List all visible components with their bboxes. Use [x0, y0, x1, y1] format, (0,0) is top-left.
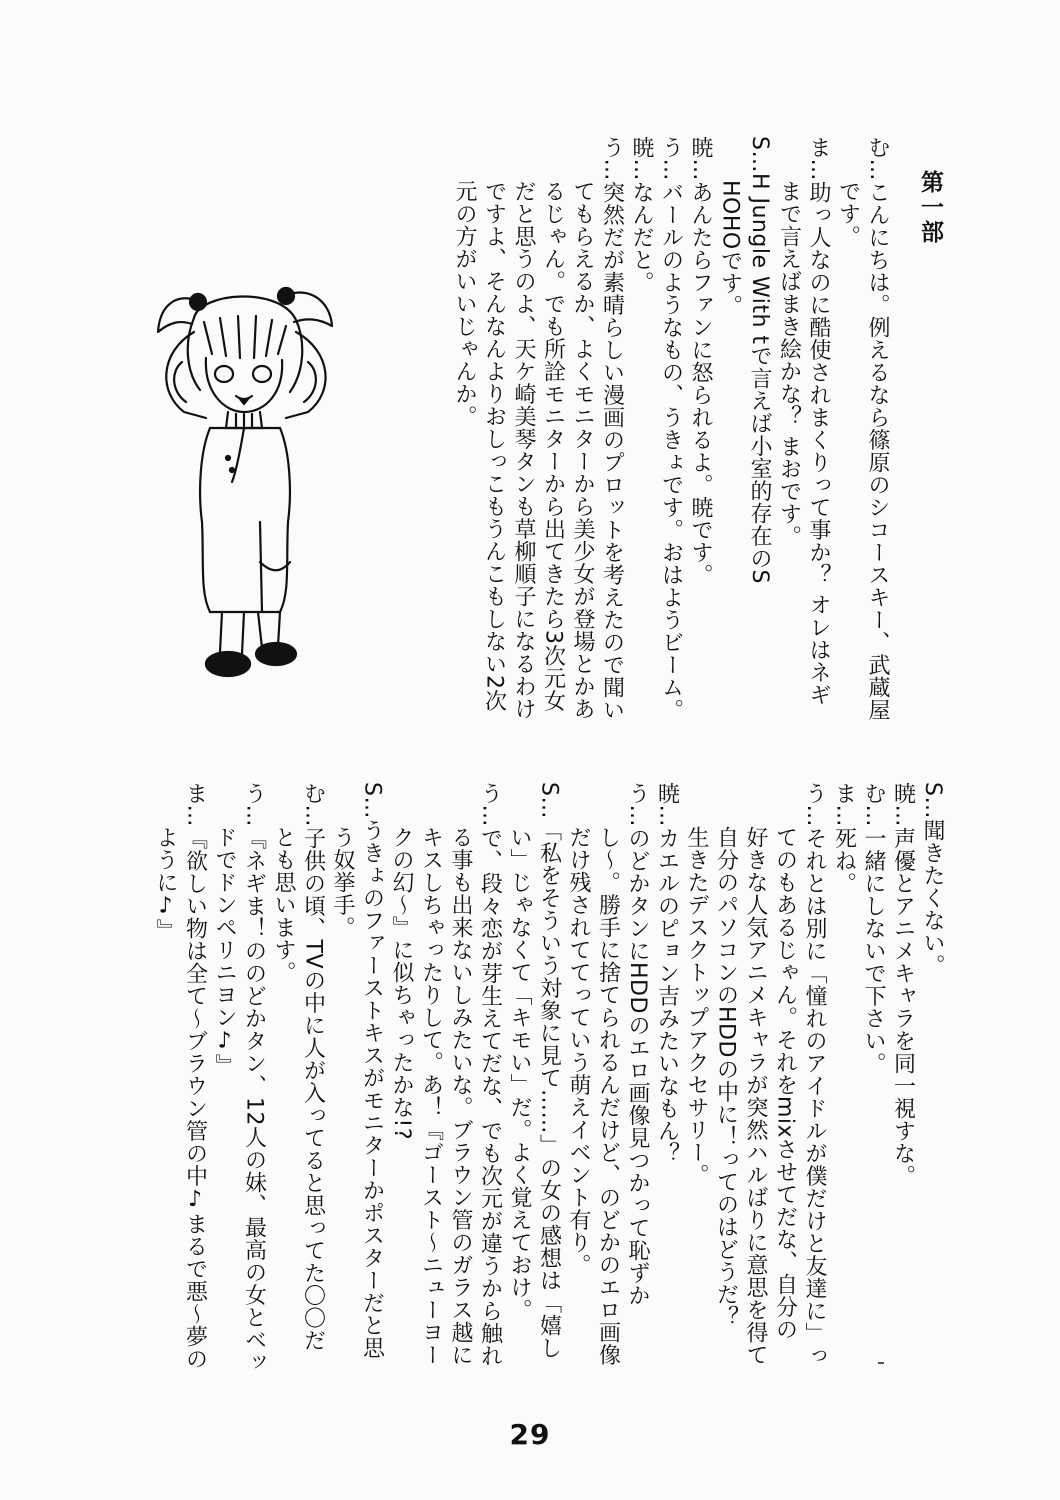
dialogue-line: 元の方がいいじゃんか。 [452, 180, 477, 428]
dialogue-line: ドでドンペリニヨン♪』 [212, 826, 237, 1077]
dialogue-line: です。 [835, 180, 861, 248]
dialogue-line: るじゃん。でも所詮モニターから出てきたら3次元女 [540, 180, 566, 712]
dialogue-line: る事も出来ないしみたいな。ブラウン管のガラス越に [448, 826, 473, 1366]
dialogue-line: てのもあるじゃん。それをmixさせてだな、自分の [772, 826, 798, 1341]
dialogue-line: 暁…なんだと。 [629, 136, 654, 294]
dialogue-line: 暁…あんたらファンに怒られるよ。暁です。 [688, 136, 713, 586]
dialogue-line: まで言えばまき絵かな？ まおです。 [776, 180, 802, 548]
dialogue-line: む…一緒にしないで下さい。 [861, 782, 886, 1075]
dialogue-line: とも思います。 [271, 826, 296, 984]
dialogue-line: う…それとは別に「憧れのアイドルが僕だけと友達に」っ [802, 782, 827, 1367]
dialogue-line: クの幻～』に似ちゃったかな!? [389, 826, 414, 1140]
dialogue-line: ように♪』 [153, 826, 178, 942]
dialogue-line: む…こんにちは。例えるなら篠原のシコースキー、武蔵屋 [865, 136, 890, 721]
dialogue-block-top [450, 136, 893, 726]
dialogue-line: う…突然だが素晴らしい漫画のプロットを考えたので聞い [599, 136, 625, 721]
dialogue-line: う…のどかタンにHDDのエロ画像見つかって恥ずか [625, 782, 650, 1307]
section-heading: 第一部 [917, 170, 943, 245]
dialogue-line: ま…死ね。 [831, 782, 857, 895]
dialogue-line: う…で、段々恋が芽生えてだな、でも次元が違うから触れ [477, 782, 503, 1367]
dialogue-line: ですよ、そんなんよりおしっこもうんこもしない2次 [481, 180, 507, 712]
dialogue-line: う…バールのようなもの、うきょです。おはようビーム。 [658, 136, 684, 721]
dialogue-block-bottom [151, 782, 948, 1382]
dialogue-line: S…H Jungle With tで言えば小室的存在のS [747, 136, 772, 585]
dialogue-line: 暁…カエルのピョン吉みたいなもん？ [654, 782, 680, 1165]
dialogue-line: ま…『欲しい物は全て～ブラウン管の中♪まるで悪～夢の [182, 782, 208, 1370]
dialogue-line: し～。勝手に捨てられるんだけど、のどかのエロ画像 [595, 826, 621, 1366]
dialogue-line: い」じゃなくて「キモい」だ。よく覚えておけ。 [507, 826, 532, 1321]
dialogue-line: だと思うのよ、天ケ崎美琴タンも草柳順子になるわけ [511, 180, 536, 720]
dialogue-line: 生きたデスクトップアクセサリー。 [684, 826, 709, 1186]
dialogue-line: キスしちゃったりして。あ！『ゴースト～ニューヨー [418, 826, 444, 1366]
page-number: 29 [509, 1418, 551, 1451]
dialogue-line: 自分のパソコンのHDDの中に！ってのはどうだ？ [713, 826, 739, 1328]
dialogue-line: だけ残されててっていう萌えイベント有り。 [566, 826, 591, 1276]
dialogue-line: S…「私をそういう対象に見て……」の女の感想は「嬉し [536, 782, 562, 1359]
girl-illustration [140, 262, 350, 692]
dialogue-line: う奴挙手。 [330, 826, 355, 939]
dialogue-line: う…『ネギま！ののどかタン、12人の妹、最高の女とベッ [241, 782, 267, 1374]
dialogue-line: てもらえるか、よくモニターから美少女が登場とかあ [570, 180, 595, 720]
dialogue-line: 暁…声優とアニメキャラを同一視すな。 [890, 782, 916, 1187]
print-speck [878, 1362, 884, 1364]
dialogue-line: S…聞きたくない。 [920, 782, 945, 977]
dialogue-line: 好きな人気アニメキャラが突然ハルばりに意思を得て [743, 826, 768, 1366]
dialogue-line: ま…助っ人なのに酷使されまくりって事か？ オレはネギ [806, 136, 831, 706]
dialogue-line: む…子供の頃、TVの中に人が入ってると思ってた〇〇だ [300, 782, 326, 1352]
dialogue-line: HOHOです。 [717, 180, 743, 318]
dialogue-line: S…うきょのファーストキスがモニターかポスターだと思 [359, 782, 385, 1359]
